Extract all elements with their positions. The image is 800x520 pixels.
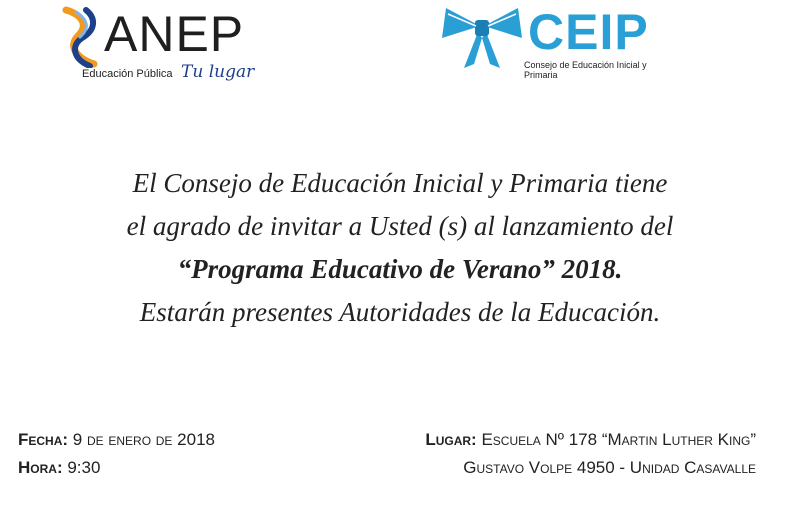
ceip-subtitle: Consejo de Educación Inicial y Primaria: [524, 60, 647, 80]
time-value: 9:30: [67, 458, 101, 477]
ceip-wordmark: CEIP: [528, 4, 649, 60]
date-label: Fecha:: [18, 430, 69, 449]
bow-icon: [440, 4, 524, 70]
venue-row: [425, 426, 756, 454]
anep-symbol-icon: [60, 6, 104, 68]
anep-wordmark: ANEP: [104, 6, 245, 62]
time-row: [18, 454, 215, 482]
invitation-line-2: el agrado de invitar a Usted (s) al lanzamiento del: [126, 211, 674, 241]
time-label: Hora:: [18, 458, 63, 477]
date-row: [18, 426, 215, 454]
invitation-text: [30, 162, 770, 334]
address: Gustavo Volpe 4950 - Unidad Casavalle: [463, 458, 756, 477]
event-location: [425, 426, 756, 482]
venue-label: Lugar:: [425, 430, 477, 449]
program-title: “Programa Educativo de Verano” 2018.: [177, 254, 623, 284]
anep-logo: [58, 6, 268, 86]
ceip-logo: [440, 4, 680, 80]
venue-value: Escuela Nº 178 “Martin Luther King”: [481, 430, 756, 449]
date-value: 9 de enero de 2018: [72, 430, 215, 449]
event-datetime: [18, 426, 215, 482]
anep-subtitle: Educación Pública: [82, 68, 173, 80]
invitation-line-1: El Consejo de Educación Inicial y Primaria tiene: [132, 168, 668, 198]
invitation-line-4: Estarán presentes Autoridades de la Educación.: [139, 297, 661, 327]
anep-tagline: Tu lugar: [181, 62, 255, 82]
